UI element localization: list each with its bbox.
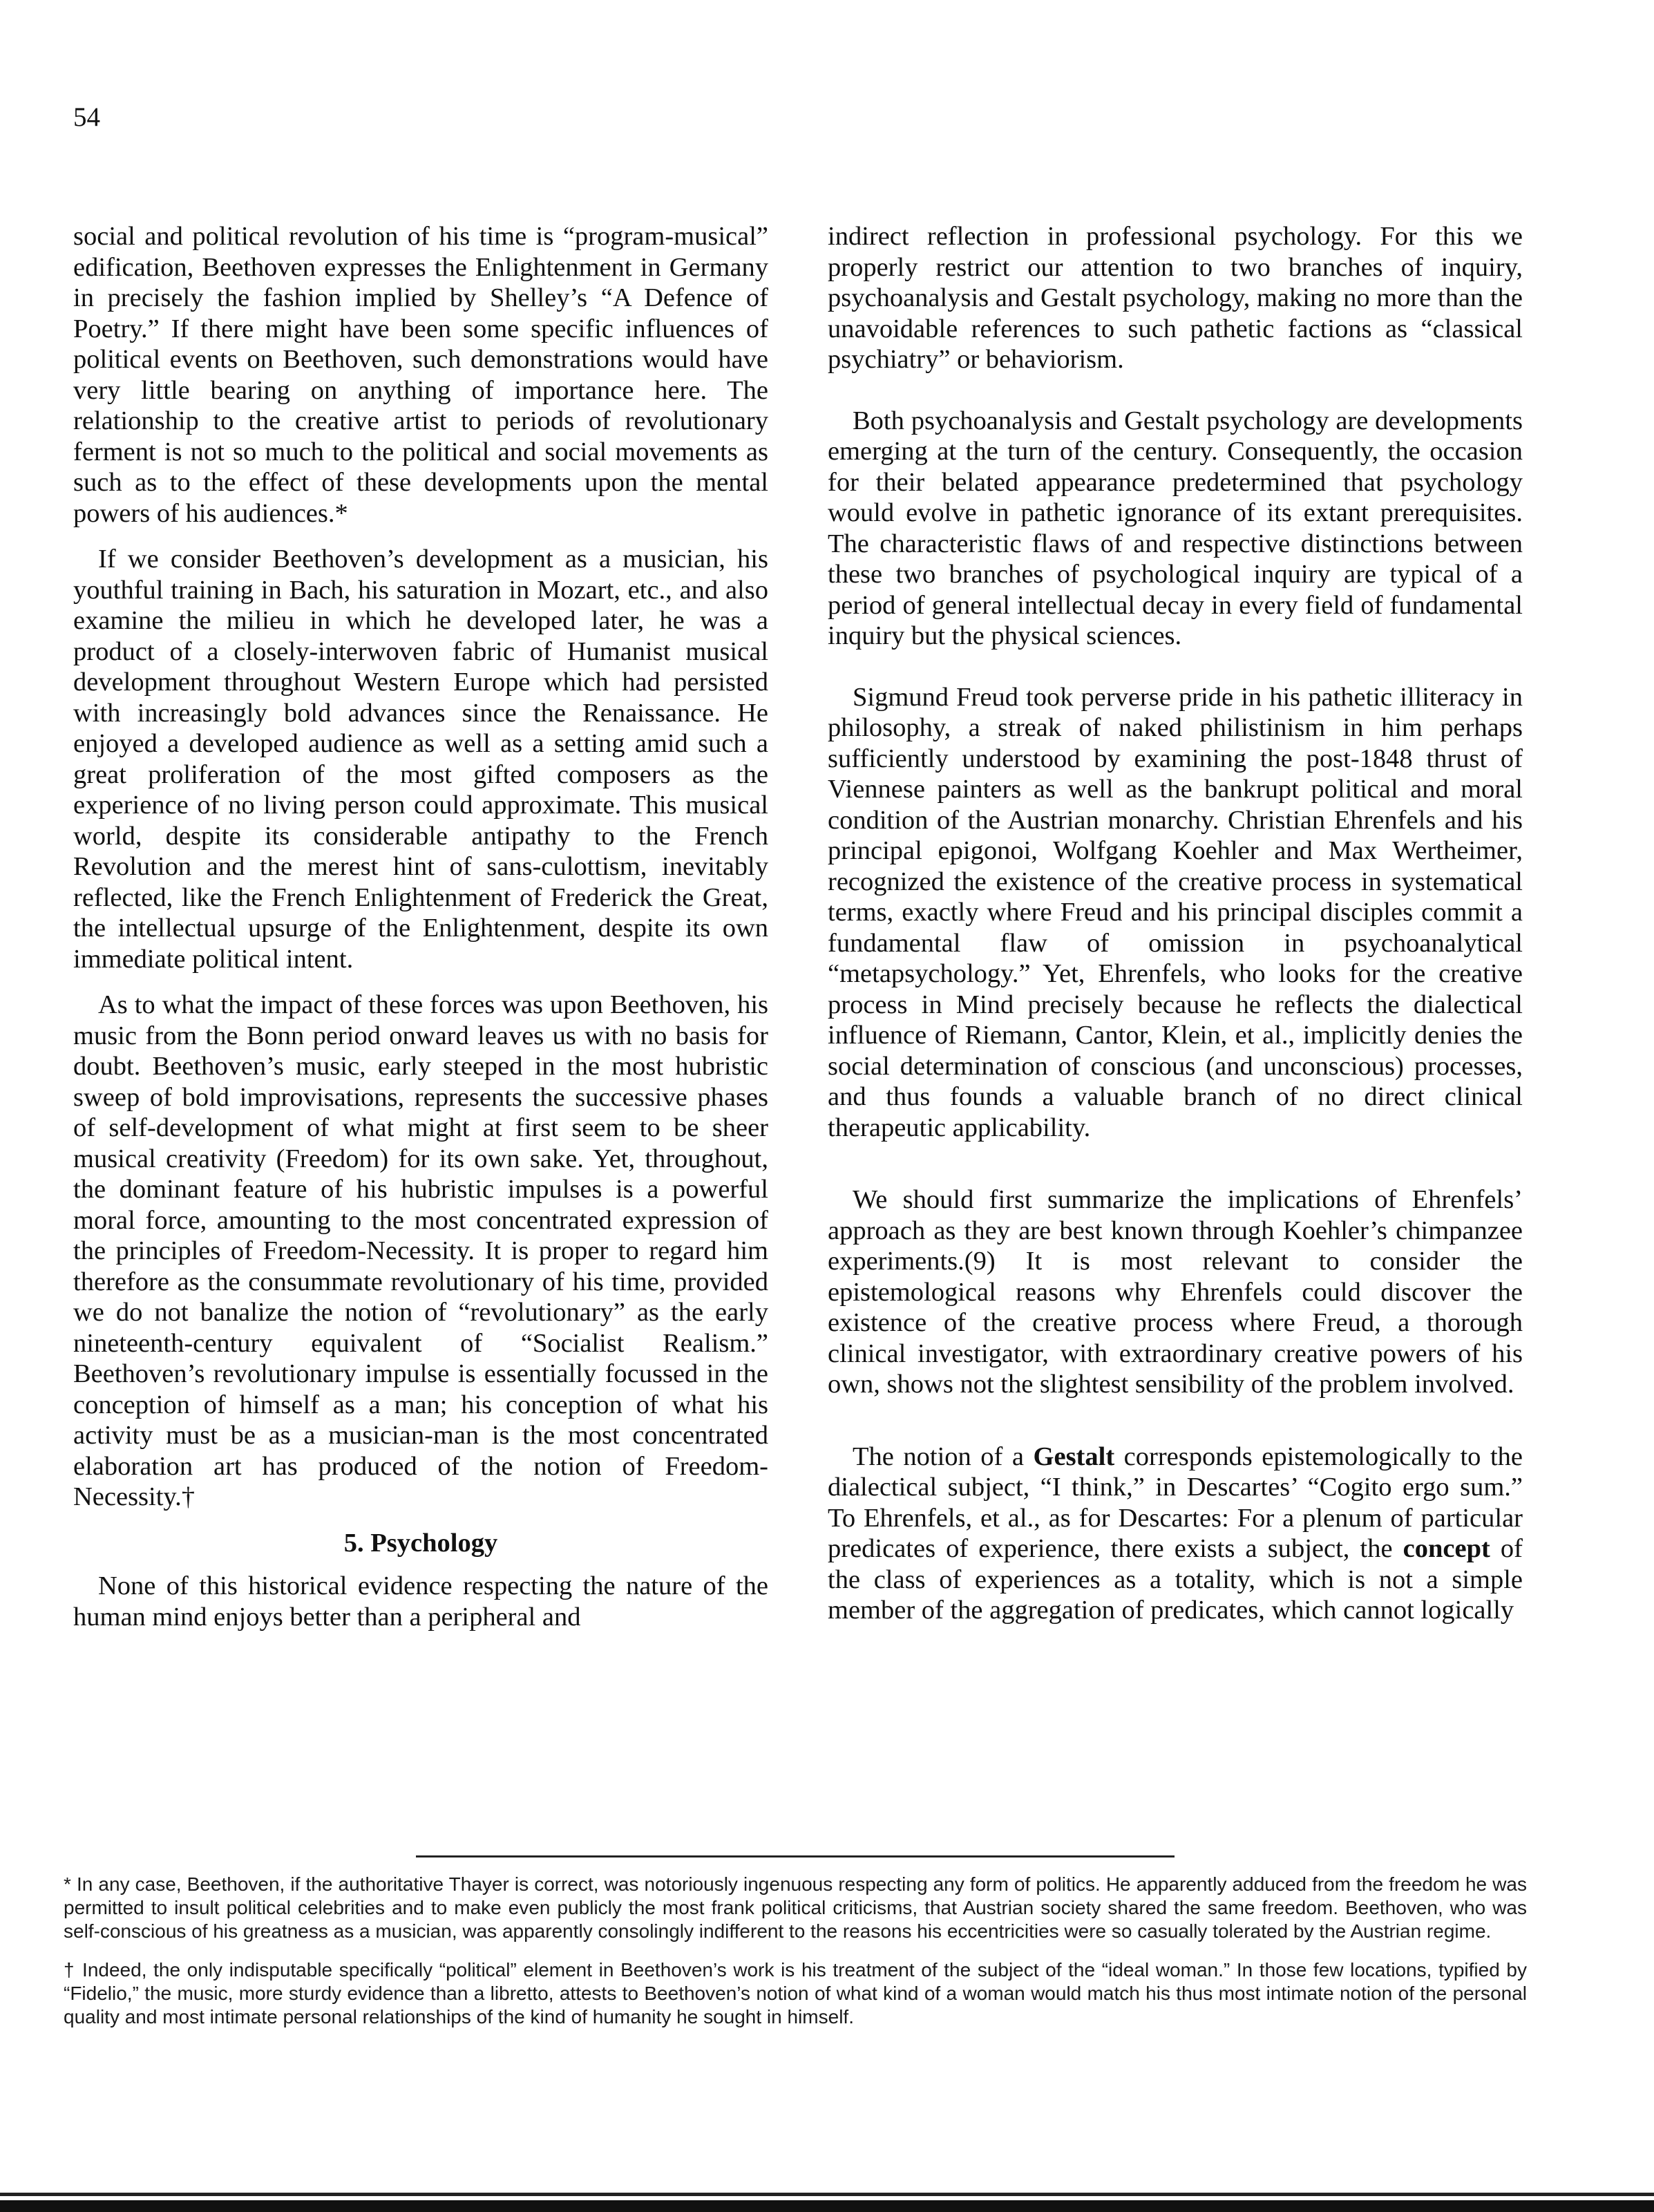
page-number: 54 xyxy=(73,102,100,132)
body-paragraph: indirect reflection in professional psychology. For this we properly restrict our attention to two branches of inquiry, psychoanalysis and Gestalt psychology, making no more than the unavoidable references to such pathetic factions as “classical psychiatry” or behaviorism. xyxy=(828,222,1523,374)
body-paragraph: If we consider Beethoven’s development as a musician, his youthful training in Bach, his saturation in Mozart, etc., and also examine the milieu in which he developed later, he was a product of a closely-interwoven fabric of Humanist musical development throughout Western Europe which had persisted with increasingly bold advances since the Renaissance. He enjoyed a developed audience as well as a setting amid such a great proliferation of the most gifted composers as the experience of no living person could approximate. This musical world, despite its considerable antipathy to the French Revolution and the merest hint of sans-culottism, inevitably reflected, like the French Enlightenment of Frederick the Great, the intellectual upsurge of the Enlightenment, despite its own immediate political intent. xyxy=(73,545,768,974)
body-paragraph: As to what the impact of these forces was upon Beethoven, his music from the Bonn period onward leaves us with no basis for doubt. Beethoven’s music, early steeped in the most hubristic sweep of bold improvisations, represents the successive phases of self-development of what might at first seem to be sheer musical creativity (Freedom) for its own sake. Yet, throughout, the dominant feature of his hubristic impulses is a powerful moral force, amounting to the most concentrated expression of the principles of Freedom-Necessity. It is proper to regard him therefore as the consummate revolutionary of his time, provided we do not banalize the notion of “revolutionary” as the early nineteenth-century equivalent of “Socialist Realism.” Beethoven’s revolutionary impulse is essentially focussed in the conception of himself as a man; his conception of what his activity must be as a musician-man is the most concentrated elaboration art has produced of the notion of Freedom-Necessity.† xyxy=(73,990,768,1511)
footnote-divider xyxy=(416,1855,1175,1857)
emphasis-term: Gestalt xyxy=(1033,1441,1115,1471)
text-run: corresponds epistemologically to the dialectical subject, “I think,” in Descartes’ “Cogito ergo sum.” To Ehrenfels, et al., as for Descartes: For a plenum of particular predicates of experience, there exists a subject, the xyxy=(828,1441,1523,1563)
footnotes xyxy=(64,1873,1527,2044)
body-paragraph: social and political revolution of his time is “program-musical” edification, Beethoven expresses the Enlightenment in Germany in precisely the fashion implied by Shelley’s “A Defence of Poetry.” If there might have been some specific influences of political events on Beethoven, such demonstrations would have very little bearing on anything of importance here. The relationship to the creative artist to periods of revolutionary ferment is not so much to the political and social movements as such as to the effect of these developments upon the mental powers of his audiences.* xyxy=(73,222,768,528)
right-column xyxy=(828,221,1523,1641)
footnote: * In any case, Beethoven, if the authoritative Thayer is correct, was notoriously ingenuous respecting any form of politics. He apparently adduced from the freedom he was permitted to insult political celebrities and to make even publicly the most frank political criticisms, that Austrian society shared the same freedom. Beethoven, who was self-conscious of his greatness as a musician, was apparently consolingly indifferent to the reasons his eccentricities were so casually tolerated by the Austrian regime. xyxy=(64,1873,1527,1942)
body-paragraph: Both psychoanalysis and Gestalt psychology are developments emerging at the turn of the century. Consequently, the occasion for their belated appearance predetermined that psychology would evolve in pathetic ignorance of its extant prerequisites. The characteristic flaws of and respective distinctions between these two branches of psychological inquiry are typical of a period of general intellectual decay in every field of fundamental inquiry but the physical sciences. xyxy=(828,406,1523,650)
left-column xyxy=(73,221,768,1647)
body-paragraph: Sigmund Freud took perverse pride in his pathetic illiteracy in philosophy, a streak of naked philistinism in him perhaps sufficiently understood by examining the post-1848 thrust of Viennese painters as well as the bankrupt political and moral condition of the Austrian monarchy. Christian Ehrenfels and his principal epigonoi, Wolfgang Koehler and Max Wertheimer, recognized the existence of the creative process in systematical terms, exactly where Freud and his principal disciples commit a fundamental flaw of omission in psychoanalytical “metapsychology.” Yet, Ehrenfels, who looks for the creative process in Mind precisely because he reflects the dialectical influence of Riemann, Cantor, Klein, et al., implicitly denies the social determination of conscious (and unconscious) processes, and thus founds a valuable branch of no direct clinical therapeutic applicability. xyxy=(828,682,1523,1142)
text-run: of the class of experiences as a totality, which is not a simple member of the aggregation of predicates, which cannot logically xyxy=(828,1534,1523,1625)
body-paragraph xyxy=(828,1441,1523,1626)
body-paragraph: We should first summarize the implications of Ehrenfels’ approach as they are best known through Koehler’s chimpanzee experiments.(9) It is most relevant to consider the epistemological reasons why Ehrenfels could discover the existence of the creative process where Freud, a thorough clinical investigator, with extraordinary creative powers of his own, shows not the slightest sensibility of the problem involved. xyxy=(828,1185,1523,1399)
emphasis-term: concept xyxy=(1403,1534,1490,1563)
section-heading: 5. Psychology xyxy=(343,1528,498,1558)
footnote: † Indeed, the only indisputable specifically “political” element in Beethoven’s work is his treatment of the subject of the “ideal woman.” In those few locations, typified by “Fidelio,” the music, more sturdy evidence than a libretto, attests to Beethoven’s notion of what kind of a woman would match his thus most intimate notion of the personal quality and most intimate personal relationships of the kind of humanity he sought in himself. xyxy=(64,1959,1527,2027)
text-run: The notion of a xyxy=(853,1441,1034,1471)
page-bottom-edge xyxy=(0,2189,1654,2212)
body-paragraph: None of this historical evidence respecting the nature of the human mind enjoys better than a peripheral and xyxy=(73,1571,768,1632)
